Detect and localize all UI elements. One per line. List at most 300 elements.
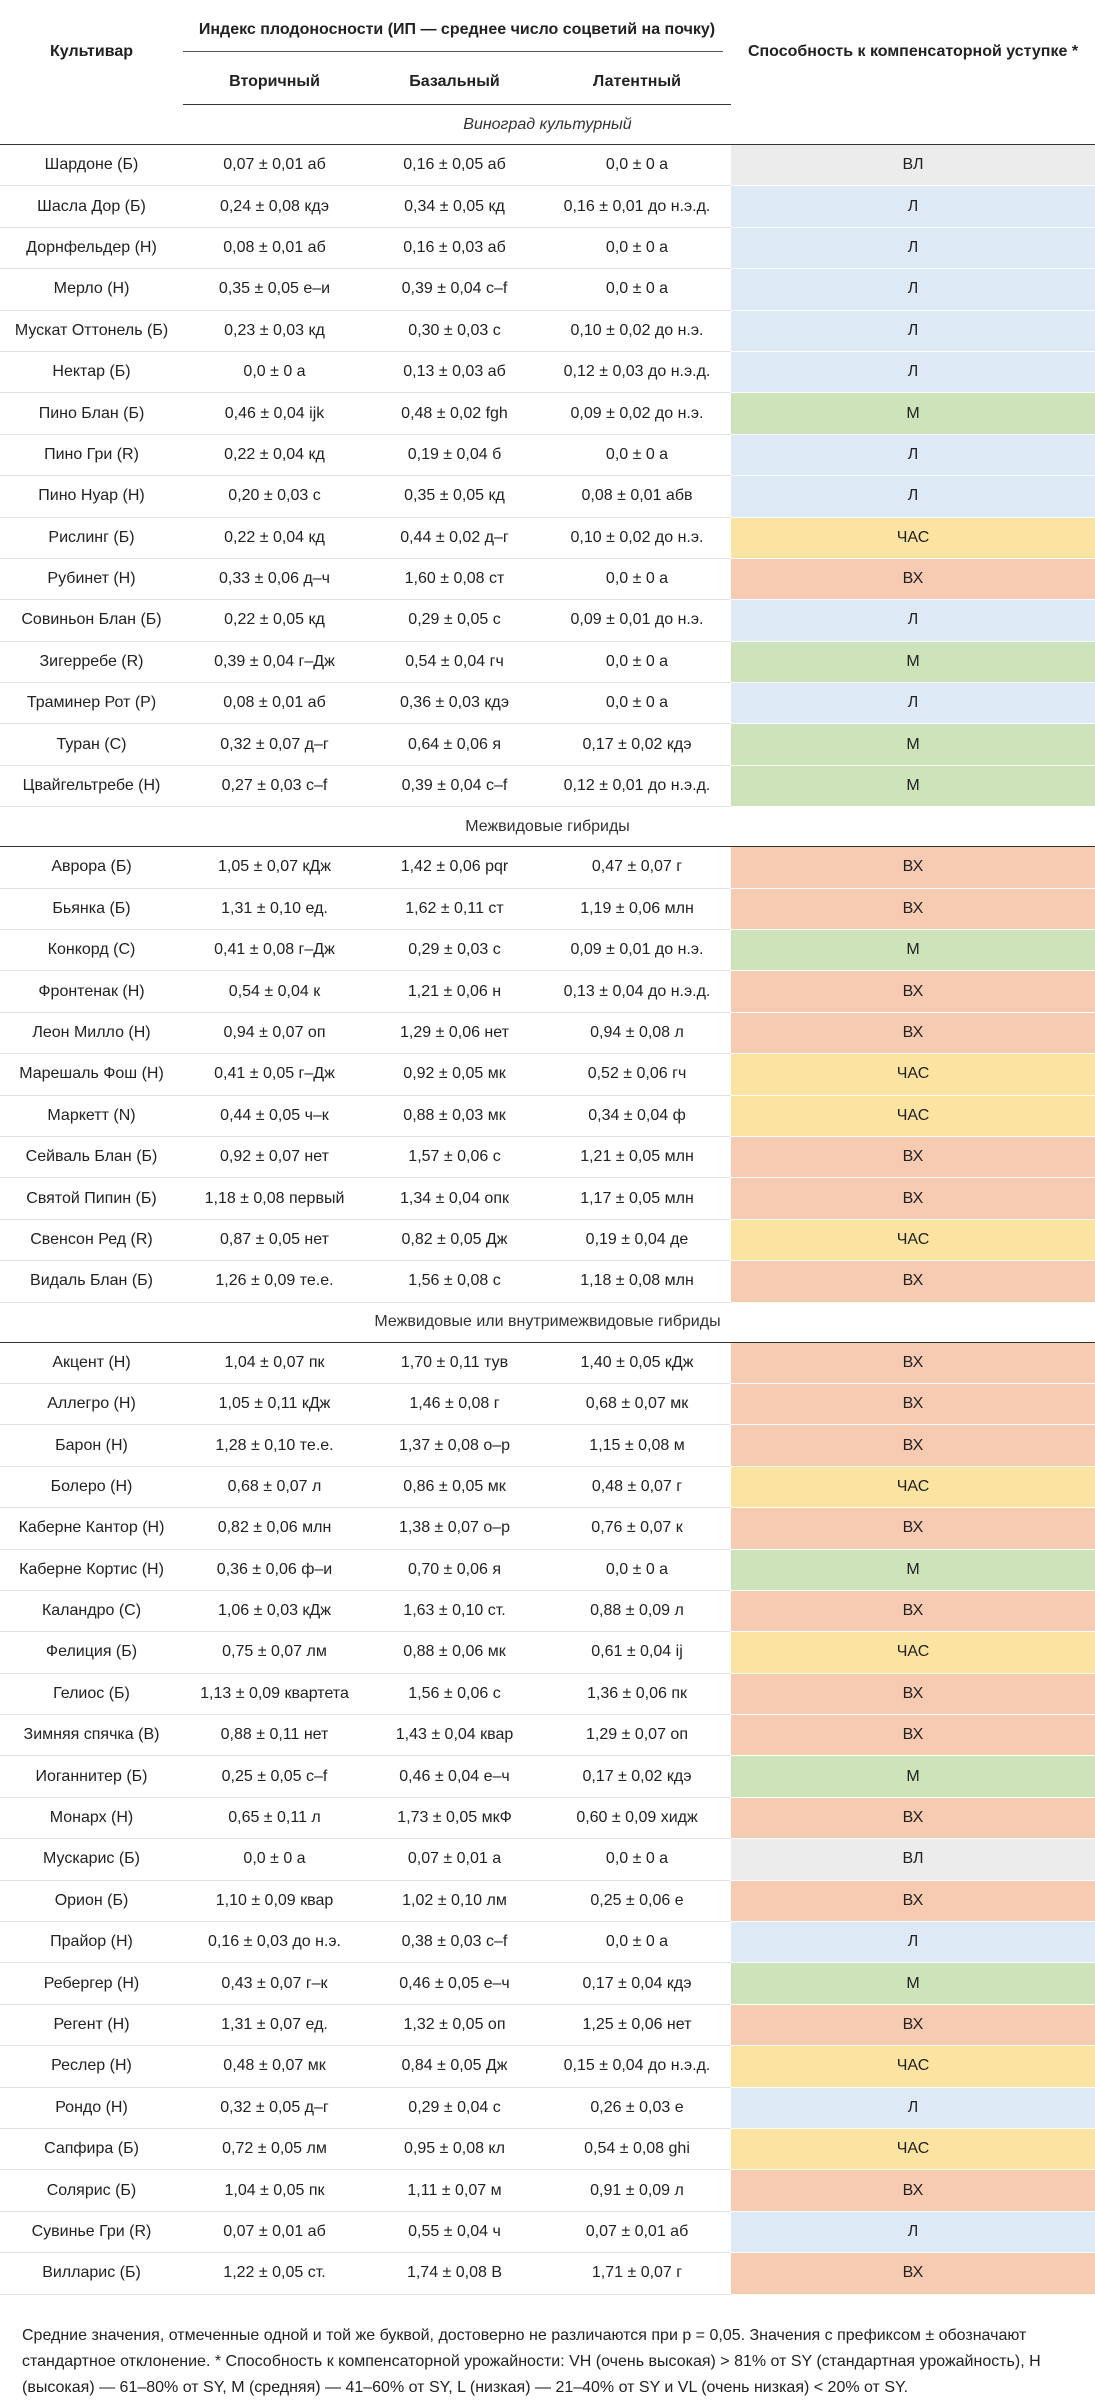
table-row xyxy=(0,888,1095,929)
cultivar-cell: Сейваль Блан (Б) xyxy=(0,1136,183,1177)
cultivar-cell: Регент (Н) xyxy=(0,2004,183,2045)
basal-index-cell: 0,16 ± 0,05 аб xyxy=(366,145,543,186)
secondary-index-cell: 0,33 ± 0,06 д–ч xyxy=(183,558,366,599)
table-row xyxy=(0,558,1095,599)
latent-index-cell: 1,40 ± 0,05 кДж xyxy=(543,1342,731,1383)
latent-index-cell: 0,0 ± 0 а xyxy=(543,641,731,682)
compensation-cell: ЧАС xyxy=(731,1054,1095,1095)
section-title: Межвидовые или внутримежвидовые гибриды xyxy=(0,1302,1095,1342)
latent-index-cell: 0,10 ± 0,02 до н.э. xyxy=(543,310,731,351)
secondary-index-cell: 0,44 ± 0,05 ч–к xyxy=(183,1095,366,1136)
basal-index-cell: 1,21 ± 0,06 н xyxy=(366,971,543,1012)
table-row xyxy=(0,1797,1095,1838)
secondary-index-cell: 0,24 ± 0,08 кдэ xyxy=(183,186,366,227)
cultivar-cell: Аврора (Б) xyxy=(0,847,183,888)
basal-index-cell: 1,57 ± 0,06 с xyxy=(366,1136,543,1177)
latent-column-header: Латентный xyxy=(543,60,731,105)
latent-index-cell: 0,13 ± 0,04 до н.э.д. xyxy=(543,971,731,1012)
basal-index-cell: 1,34 ± 0,04 опк xyxy=(366,1178,543,1219)
compensation-cell: Л xyxy=(731,434,1095,475)
cultivar-cell: Мерло (Н) xyxy=(0,269,183,310)
compensation-cell: Л xyxy=(731,2211,1095,2252)
cultivar-cell: Свенсон Ред (R) xyxy=(0,1219,183,1260)
compensation-cell: ВХ xyxy=(731,888,1095,929)
cultivar-cell: Маркетт (N) xyxy=(0,1095,183,1136)
table-row xyxy=(0,1508,1095,1549)
basal-index-cell: 1,46 ± 0,08 г xyxy=(366,1383,543,1424)
basal-index-cell: 1,63 ± 0,10 ст. xyxy=(366,1590,543,1631)
latent-index-cell: 0,07 ± 0,01 аб xyxy=(543,2211,731,2252)
latent-index-cell: 1,71 ± 0,07 г xyxy=(543,2253,731,2294)
latent-index-cell: 0,76 ± 0,07 к xyxy=(543,1508,731,1549)
table-row xyxy=(0,517,1095,558)
compensation-cell: ВХ xyxy=(731,1136,1095,1177)
secondary-index-cell: 1,31 ± 0,10 ед. xyxy=(183,888,366,929)
latent-index-cell: 0,48 ± 0,07 г xyxy=(543,1466,731,1507)
compensation-cell: М xyxy=(731,641,1095,682)
latent-index-cell: 0,10 ± 0,02 до н.э. xyxy=(543,517,731,558)
cultivar-cell: Конкорд (С) xyxy=(0,930,183,971)
basal-index-cell: 0,46 ± 0,04 е–ч xyxy=(366,1756,543,1797)
basal-column-header: Базальный xyxy=(366,60,543,105)
cultivar-cell: Фелиция (Б) xyxy=(0,1632,183,1673)
secondary-index-cell: 1,04 ± 0,05 пк xyxy=(183,2170,366,2211)
table-row xyxy=(0,269,1095,310)
cultivar-cell: Ребергер (Н) xyxy=(0,1963,183,2004)
latent-index-cell: 0,17 ± 0,02 кдэ xyxy=(543,724,731,765)
section-header-row xyxy=(0,105,1095,145)
table-row xyxy=(0,1095,1095,1136)
compensation-cell: Л xyxy=(731,683,1095,724)
cultivar-cell: Туран (С) xyxy=(0,724,183,765)
secondary-index-cell: 0,36 ± 0,06 ф–и xyxy=(183,1549,366,1590)
compensation-cell: ВХ xyxy=(731,1425,1095,1466)
basal-index-cell: 1,73 ± 0,05 мкФ xyxy=(366,1797,543,1838)
table-row xyxy=(0,351,1095,392)
basal-index-cell: 1,11 ± 0,07 м xyxy=(366,2170,543,2211)
latent-index-cell: 0,17 ± 0,04 кдэ xyxy=(543,1963,731,2004)
cultivar-cell: Иоганнитер (Б) xyxy=(0,1756,183,1797)
latent-index-cell: 1,25 ± 0,06 нет xyxy=(543,2004,731,2045)
table-row xyxy=(0,2170,1095,2211)
table-row xyxy=(0,1383,1095,1424)
table-row xyxy=(0,724,1095,765)
secondary-index-cell: 1,06 ± 0,03 кДж xyxy=(183,1590,366,1631)
cultivar-cell: Реслер (Н) xyxy=(0,2046,183,2087)
table-row xyxy=(0,2211,1095,2252)
table-row xyxy=(0,145,1095,186)
latent-index-cell: 0,61 ± 0,04 ij xyxy=(543,1632,731,1673)
basal-index-cell: 0,29 ± 0,03 с xyxy=(366,930,543,971)
secondary-index-cell: 0,48 ± 0,07 мк xyxy=(183,2046,366,2087)
secondary-index-cell: 0,23 ± 0,03 кд xyxy=(183,310,366,351)
table-row xyxy=(0,683,1095,724)
compensation-cell: Л xyxy=(731,351,1095,392)
table-row xyxy=(0,227,1095,268)
cultivar-cell: Пино Нуар (Н) xyxy=(0,476,183,517)
latent-index-cell: 0,08 ± 0,01 абв xyxy=(543,476,731,517)
table-row xyxy=(0,1012,1095,1053)
compensation-cell: Л xyxy=(731,310,1095,351)
secondary-index-cell: 0,88 ± 0,11 нет xyxy=(183,1715,366,1756)
secondary-index-cell: 0,92 ± 0,07 нет xyxy=(183,1136,366,1177)
latent-index-cell: 0,16 ± 0,01 до н.э.д. xyxy=(543,186,731,227)
compensation-cell: ЧАС xyxy=(731,1632,1095,1673)
compensation-cell: М xyxy=(731,393,1095,434)
basal-index-cell: 1,56 ± 0,06 с xyxy=(366,1673,543,1714)
compensation-cell: ВЛ xyxy=(731,145,1095,186)
cultivar-cell: Цвайгельтребе (Н) xyxy=(0,765,183,806)
table-row xyxy=(0,1219,1095,1260)
secondary-index-cell: 0,07 ± 0,01 аб xyxy=(183,145,366,186)
latent-index-cell: 0,26 ± 0,03 е xyxy=(543,2087,731,2128)
basal-index-cell: 0,29 ± 0,04 с xyxy=(366,2087,543,2128)
table-row xyxy=(0,2128,1095,2169)
cultivar-cell: Зигерребе (R) xyxy=(0,641,183,682)
cultivar-cell: Сапфира (Б) xyxy=(0,2128,183,2169)
basal-index-cell: 1,32 ± 0,05 оп xyxy=(366,2004,543,2045)
compensation-cell: ВХ xyxy=(731,1797,1095,1838)
compensation-cell: Л xyxy=(731,227,1095,268)
table-row xyxy=(0,310,1095,351)
secondary-index-cell: 0,08 ± 0,01 аб xyxy=(183,227,366,268)
fruitfulness-index-group-header xyxy=(183,0,731,60)
secondary-index-cell: 0,32 ± 0,05 д–г xyxy=(183,2087,366,2128)
table-row xyxy=(0,1922,1095,1963)
table-row xyxy=(0,1054,1095,1095)
secondary-index-cell: 0,54 ± 0,04 к xyxy=(183,971,366,1012)
secondary-index-cell: 1,05 ± 0,07 кДж xyxy=(183,847,366,888)
compensation-cell: ВХ xyxy=(731,1508,1095,1549)
secondary-index-cell: 0,25 ± 0,05 с–f xyxy=(183,1756,366,1797)
basal-index-cell: 0,38 ± 0,03 с–f xyxy=(366,1922,543,1963)
compensation-cell: ВХ xyxy=(731,1012,1095,1053)
latent-index-cell: 1,15 ± 0,08 м xyxy=(543,1425,731,1466)
basal-index-cell: 1,42 ± 0,06 pqr xyxy=(366,847,543,888)
compensation-cell: ВХ xyxy=(731,2004,1095,2045)
latent-index-cell: 0,19 ± 0,04 де xyxy=(543,1219,731,1260)
table-row xyxy=(0,1425,1095,1466)
compensation-cell: М xyxy=(731,930,1095,971)
compensation-cell: ВХ xyxy=(731,847,1095,888)
secondary-index-cell: 0,0 ± 0 а xyxy=(183,1839,366,1880)
table-row xyxy=(0,1136,1095,1177)
secondary-index-cell: 1,05 ± 0,11 кДж xyxy=(183,1383,366,1424)
latent-index-cell: 0,52 ± 0,06 гч xyxy=(543,1054,731,1095)
cultivar-cell: Каландро (С) xyxy=(0,1590,183,1631)
secondary-index-cell: 0,22 ± 0,04 кд xyxy=(183,434,366,475)
basal-index-cell: 1,56 ± 0,08 с xyxy=(366,1261,543,1302)
compensation-cell: ВХ xyxy=(731,2253,1095,2294)
table-row xyxy=(0,393,1095,434)
secondary-index-cell: 0,08 ± 0,01 аб xyxy=(183,683,366,724)
table-header xyxy=(0,0,1095,105)
latent-index-cell: 0,0 ± 0 а xyxy=(543,434,731,475)
basal-index-cell: 0,48 ± 0,02 fgh xyxy=(366,393,543,434)
compensation-cell: ВЛ xyxy=(731,1839,1095,1880)
latent-index-cell: 1,19 ± 0,06 млн xyxy=(543,888,731,929)
cultivar-cell: Каберне Кортис (Н) xyxy=(0,1549,183,1590)
table-row xyxy=(0,1178,1095,1219)
compensation-cell: ЧАС xyxy=(731,2046,1095,2087)
cultivar-cell: Рондо (Н) xyxy=(0,2087,183,2128)
secondary-index-cell: 0,46 ± 0,04 ijk xyxy=(183,393,366,434)
cultivar-cell: Рубинет (Н) xyxy=(0,558,183,599)
secondary-index-cell: 0,07 ± 0,01 аб xyxy=(183,2211,366,2252)
latent-index-cell: 0,54 ± 0,08 ghi xyxy=(543,2128,731,2169)
latent-index-cell: 1,21 ± 0,05 млн xyxy=(543,1136,731,1177)
footnote-text: Средние значения, отмеченные одной и той же буквой, достоверно не различаются при p = 0,05. Значения с префиксом ± обозначают стандартное отклонение. * Способность к компенсаторной урожайности: VH (очень высокая) > 81% от SY (стандартная урожайность), H (высокая) — 61–80% от SY, M (средняя) — 41–60% от SY, L (низкая) — 21–40% от SY и VL (очень низкая) < 20% от SY. xyxy=(0,2294,1095,2401)
section-title: Межвидовые гибриды xyxy=(0,807,1095,847)
cultivar-cell: Акцент (Н) xyxy=(0,1342,183,1383)
section-header-row xyxy=(0,807,1095,847)
compensation-cell: Л xyxy=(731,476,1095,517)
basal-index-cell: 0,64 ± 0,06 я xyxy=(366,724,543,765)
latent-index-cell: 1,18 ± 0,08 млн xyxy=(543,1261,731,1302)
cultivar-cell: Орион (Б) xyxy=(0,1880,183,1921)
compensation-cell: Л xyxy=(731,269,1095,310)
basal-index-cell: 0,35 ± 0,05 кд xyxy=(366,476,543,517)
cultivar-cell: Рислинг (Б) xyxy=(0,517,183,558)
table-row xyxy=(0,1673,1095,1714)
table-row xyxy=(0,641,1095,682)
latent-index-cell: 0,0 ± 0 а xyxy=(543,145,731,186)
table-row xyxy=(0,1963,1095,2004)
secondary-index-cell: 0,32 ± 0,07 д–г xyxy=(183,724,366,765)
latent-index-cell: 0,0 ± 0 а xyxy=(543,558,731,599)
secondary-index-cell: 0,68 ± 0,07 л xyxy=(183,1466,366,1507)
secondary-index-cell: 0,82 ± 0,06 млн xyxy=(183,1508,366,1549)
compensation-cell: Л xyxy=(731,1922,1095,1963)
latent-index-cell: 0,12 ± 0,03 до н.э.д. xyxy=(543,351,731,392)
cultivar-cell: Солярис (Б) xyxy=(0,2170,183,2211)
table-row xyxy=(0,1756,1095,1797)
basal-index-cell: 0,82 ± 0,05 Дж xyxy=(366,1219,543,1260)
secondary-index-cell: 0,65 ± 0,11 л xyxy=(183,1797,366,1838)
table-row xyxy=(0,1715,1095,1756)
cultivar-cell: Пино Гри (R) xyxy=(0,434,183,475)
cultivar-cell: Шардоне (Б) xyxy=(0,145,183,186)
table-row xyxy=(0,930,1095,971)
section-header-row xyxy=(0,1302,1095,1342)
basal-index-cell: 1,70 ± 0,11 тув xyxy=(366,1342,543,1383)
secondary-column-header: Вторичный xyxy=(183,60,366,105)
basal-index-cell: 1,29 ± 0,06 нет xyxy=(366,1012,543,1053)
secondary-index-cell: 1,10 ± 0,09 квар xyxy=(183,1880,366,1921)
secondary-index-cell: 0,39 ± 0,04 г–Дж xyxy=(183,641,366,682)
basal-index-cell: 0,86 ± 0,05 мк xyxy=(366,1466,543,1507)
compensation-cell: ЧАС xyxy=(731,2128,1095,2169)
basal-index-cell: 1,62 ± 0,11 ст xyxy=(366,888,543,929)
table-row xyxy=(0,971,1095,1012)
cultivar-cell: Дорнфельдер (Н) xyxy=(0,227,183,268)
basal-index-cell: 0,70 ± 0,06 я xyxy=(366,1549,543,1590)
latent-index-cell: 0,0 ± 0 а xyxy=(543,1922,731,1963)
latent-index-cell: 0,0 ± 0 а xyxy=(543,1839,731,1880)
cultivar-cell: Зимняя спячка (В) xyxy=(0,1715,183,1756)
latent-index-cell: 0,88 ± 0,09 л xyxy=(543,1590,731,1631)
compensation-cell: Л xyxy=(731,2087,1095,2128)
cultivar-cell: Аллегро (Н) xyxy=(0,1383,183,1424)
basal-index-cell: 1,37 ± 0,08 о–р xyxy=(366,1425,543,1466)
compensation-cell: ВХ xyxy=(731,1342,1095,1383)
cultivar-cell: Видаль Блан (Б) xyxy=(0,1261,183,1302)
basal-index-cell: 0,36 ± 0,03 кдэ xyxy=(366,683,543,724)
table-row xyxy=(0,765,1095,806)
cultivar-cell: Прайор (Н) xyxy=(0,1922,183,1963)
compensation-cell: ВХ xyxy=(731,2170,1095,2211)
basal-index-cell: 1,74 ± 0,08 В xyxy=(366,2253,543,2294)
secondary-index-cell: 0,0 ± 0 а xyxy=(183,351,366,392)
table-row xyxy=(0,1839,1095,1880)
secondary-index-cell: 0,20 ± 0,03 с xyxy=(183,476,366,517)
latent-index-cell: 1,17 ± 0,05 млн xyxy=(543,1178,731,1219)
table-row xyxy=(0,1342,1095,1383)
table-row xyxy=(0,2087,1095,2128)
compensation-cell: М xyxy=(731,1963,1095,2004)
cultivar-cell: Барон (Н) xyxy=(0,1425,183,1466)
basal-index-cell: 0,07 ± 0,01 а xyxy=(366,1839,543,1880)
compensation-cell: ЧАС xyxy=(731,1466,1095,1507)
basal-index-cell: 0,95 ± 0,08 кл xyxy=(366,2128,543,2169)
secondary-index-cell: 0,41 ± 0,05 г–Дж xyxy=(183,1054,366,1095)
cultivar-cell: Гелиос (Б) xyxy=(0,1673,183,1714)
latent-index-cell: 0,0 ± 0 а xyxy=(543,683,731,724)
compensation-cell: Л xyxy=(731,186,1095,227)
cultivar-cell: Монарх (Н) xyxy=(0,1797,183,1838)
secondary-index-cell: 0,35 ± 0,05 е–и xyxy=(183,269,366,310)
basal-index-cell: 1,02 ± 0,10 лм xyxy=(366,1880,543,1921)
table-row xyxy=(0,476,1095,517)
compensation-cell: Л xyxy=(731,600,1095,641)
table-row xyxy=(0,1549,1095,1590)
compensation-cell: М xyxy=(731,765,1095,806)
basal-index-cell: 0,39 ± 0,04 с–f xyxy=(366,765,543,806)
cultivar-cell: Болеро (Н) xyxy=(0,1466,183,1507)
compensation-cell: ВХ xyxy=(731,558,1095,599)
basal-index-cell: 0,16 ± 0,03 аб xyxy=(366,227,543,268)
secondary-index-cell: 0,27 ± 0,03 с–f xyxy=(183,765,366,806)
basal-index-cell: 0,54 ± 0,04 гч xyxy=(366,641,543,682)
secondary-index-cell: 1,26 ± 0,09 те.е. xyxy=(183,1261,366,1302)
compensation-cell: ЧАС xyxy=(731,1095,1095,1136)
table-row xyxy=(0,847,1095,888)
basal-index-cell: 0,92 ± 0,05 мк xyxy=(366,1054,543,1095)
cultivar-cell: Мускарис (Б) xyxy=(0,1839,183,1880)
secondary-index-cell: 0,16 ± 0,03 до н.э. xyxy=(183,1922,366,1963)
compensation-cell: М xyxy=(731,724,1095,765)
secondary-index-cell: 0,94 ± 0,07 оп xyxy=(183,1012,366,1053)
latent-index-cell: 0,17 ± 0,02 кдэ xyxy=(543,1756,731,1797)
table-row xyxy=(0,600,1095,641)
latent-index-cell: 0,47 ± 0,07 г xyxy=(543,847,731,888)
basal-index-cell: 0,88 ± 0,06 мк xyxy=(366,1632,543,1673)
footnote-row xyxy=(0,2294,1095,2401)
secondary-index-cell: 1,28 ± 0,10 те.е. xyxy=(183,1425,366,1466)
cultivar-cell: Фронтенак (Н) xyxy=(0,971,183,1012)
secondary-index-cell: 1,18 ± 0,08 первый xyxy=(183,1178,366,1219)
basal-index-cell: 0,39 ± 0,04 с–f xyxy=(366,269,543,310)
basal-index-cell: 0,34 ± 0,05 кд xyxy=(366,186,543,227)
compensation-cell: ВХ xyxy=(731,1178,1095,1219)
latent-index-cell: 0,0 ± 0 а xyxy=(543,269,731,310)
secondary-index-cell: 0,75 ± 0,07 лм xyxy=(183,1632,366,1673)
basal-index-cell: 1,60 ± 0,08 ст xyxy=(366,558,543,599)
basal-index-cell: 0,13 ± 0,03 аб xyxy=(366,351,543,392)
compensation-column-header: Способность к компенсаторной уступке * xyxy=(747,43,1079,61)
secondary-index-cell: 0,41 ± 0,08 г–Дж xyxy=(183,930,366,971)
basal-index-cell: 0,88 ± 0,03 мк xyxy=(366,1095,543,1136)
basal-index-cell: 0,29 ± 0,05 с xyxy=(366,600,543,641)
secondary-index-cell: 1,13 ± 0,09 квартета xyxy=(183,1673,366,1714)
cultivar-cell: Марешаль Фош (Н) xyxy=(0,1054,183,1095)
table-row xyxy=(0,2253,1095,2294)
cultivar-cell: Леон Милло (Н) xyxy=(0,1012,183,1053)
basal-index-cell: 0,30 ± 0,03 с xyxy=(366,310,543,351)
table-row xyxy=(0,2004,1095,2045)
latent-index-cell: 0,15 ± 0,04 до н.э.д. xyxy=(543,2046,731,2087)
cultivar-cell: Каберне Кантор (Н) xyxy=(0,1508,183,1549)
basal-index-cell: 0,84 ± 0,05 Дж xyxy=(366,2046,543,2087)
secondary-index-cell: 1,31 ± 0,07 ед. xyxy=(183,2004,366,2045)
basal-index-cell: 0,46 ± 0,05 е–ч xyxy=(366,1963,543,2004)
cultivar-cell: Нектар (Б) xyxy=(0,351,183,392)
latent-index-cell: 0,91 ± 0,09 л xyxy=(543,2170,731,2211)
latent-index-cell: 0,25 ± 0,06 е xyxy=(543,1880,731,1921)
compensation-cell: ВХ xyxy=(731,1383,1095,1424)
cultivar-cell: Мускат Оттонель (Б) xyxy=(0,310,183,351)
group-header-underline xyxy=(183,51,723,52)
secondary-index-cell: 0,72 ± 0,05 лм xyxy=(183,2128,366,2169)
compensation-cell: М xyxy=(731,1756,1095,1797)
cultivar-cell: Сувинье Гри (R) xyxy=(0,2211,183,2252)
basal-index-cell: 0,55 ± 0,04 ч xyxy=(366,2211,543,2252)
compensation-cell: ВХ xyxy=(731,1715,1095,1756)
secondary-index-cell: 0,22 ± 0,05 кд xyxy=(183,600,366,641)
table-row xyxy=(0,1261,1095,1302)
basal-index-cell: 1,38 ± 0,07 о–р xyxy=(366,1508,543,1549)
latent-index-cell: 0,09 ± 0,02 до н.э. xyxy=(543,393,731,434)
latent-index-cell: 0,60 ± 0,09 хидж xyxy=(543,1797,731,1838)
basal-index-cell: 0,44 ± 0,02 д–г xyxy=(366,517,543,558)
latent-index-cell: 0,68 ± 0,07 мк xyxy=(543,1383,731,1424)
cultivar-cell: Святой Пипин (Б) xyxy=(0,1178,183,1219)
compensation-cell: ВХ xyxy=(731,971,1095,1012)
table-row xyxy=(0,186,1095,227)
compensation-cell: М xyxy=(731,1549,1095,1590)
table-row xyxy=(0,434,1095,475)
compensation-cell: ЧАС xyxy=(731,517,1095,558)
table-row xyxy=(0,1880,1095,1921)
compensation-cell: ВХ xyxy=(731,1590,1095,1631)
cultivar-cell: Пино Блан (Б) xyxy=(0,393,183,434)
basal-index-cell: 0,19 ± 0,04 б xyxy=(366,434,543,475)
latent-index-cell: 1,36 ± 0,06 пк xyxy=(543,1673,731,1714)
fruitfulness-index-label: Индекс плодоносности (ИП — среднее число соцветий на почку) xyxy=(198,21,716,38)
latent-index-cell: 0,12 ± 0,01 до н.э.д. xyxy=(543,765,731,806)
secondary-index-cell: 1,04 ± 0,07 пк xyxy=(183,1342,366,1383)
latent-index-cell: 1,29 ± 0,07 оп xyxy=(543,1715,731,1756)
latent-index-cell: 0,0 ± 0 а xyxy=(543,1549,731,1590)
latent-index-cell: 0,0 ± 0 а xyxy=(543,227,731,268)
compensation-cell: ВХ xyxy=(731,1261,1095,1302)
cultivar-cell: Траминер Рот (Р) xyxy=(0,683,183,724)
latent-index-cell: 0,34 ± 0,04 ф xyxy=(543,1095,731,1136)
section-title: Виноград культурный xyxy=(0,105,1095,145)
compensation-cell: ВХ xyxy=(731,1673,1095,1714)
secondary-index-cell: 0,87 ± 0,05 нет xyxy=(183,1219,366,1260)
secondary-index-cell: 0,43 ± 0,07 г–к xyxy=(183,1963,366,2004)
